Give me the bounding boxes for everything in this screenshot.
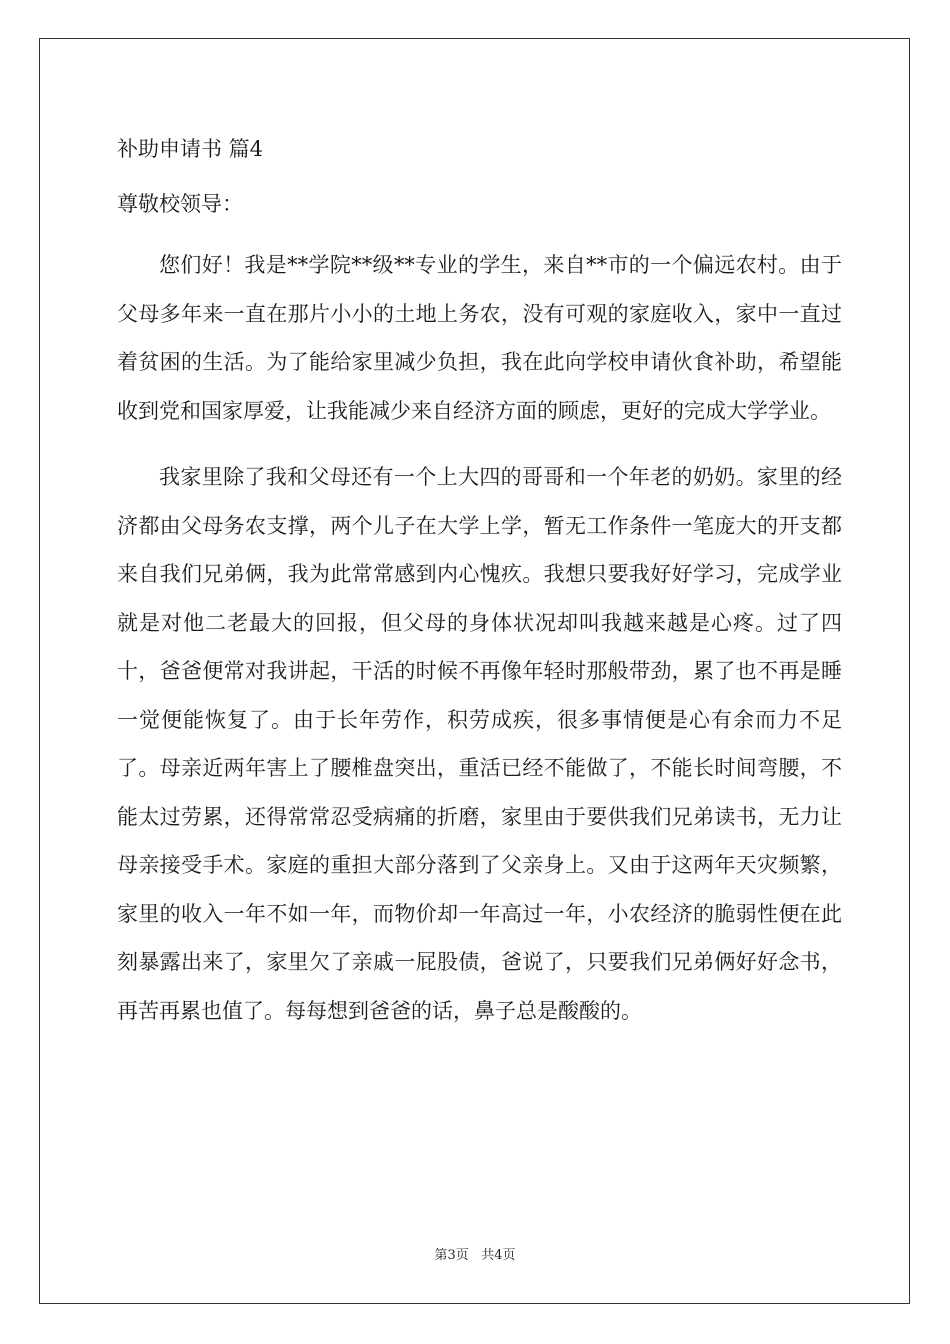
page-number: 第3页 [434, 1248, 469, 1263]
salutation: 尊敬校领导： [117, 192, 243, 216]
paragraph-family: 我家里除了我和父母还有一个上大四的哥哥和一个年老的奶奶。家里的经济都由父母务农支撑，两个儿子在大学上学，暂无工作条件一笔庞大的开支都来自我们兄弟俩，我为此常常感到内心愧疚。我想只要我好好学习，完成学业就是对他二老最大的回报，但父母的身体状况却叫我越来越是心疼。过了四十，爸爸便常对我讲起，干活的时候不再像年轻时那般带劲，累了也不再是睡一觉便能恢复了。由于长年劳作，积劳成疾，很多事情便是心有余而力不足了。母亲近两年害上了腰椎盘突出，重活已经不能做了，不能长时间弯腰，不能太过劳累，还得常常忍受病痛的折磨，家里由于要供我们兄弟读书，无力让母亲接受手术。家庭的重担大部分落到了父亲身上。又由于这两年天灾频繁，家里的收入一年不如一年，而物价却一年高过一年，小农经济的脆弱性便在此刻暴露出来了，家里欠了亲戚一屁股债，爸说了，只要我们兄弟俩好好念书，再苦再累也值了。每每想到爸爸的话，鼻子总是酸酸的。 [117, 465, 842, 1023]
page-footer [0, 1244, 950, 1263]
document-body [117, 130, 842, 1053]
document-title: 补助申请书 篇4 [117, 137, 264, 161]
paragraph-intro: 您们好！我是**学院**级**专业的学生，来自**市的一个偏远农村。由于父母多年来一直在那片小小的土地上务农，没有可观的家庭收入，家中一直过着贫困的生活。为了能给家里减少负担，我在此向学校申请伙食补助，希望能收到党和国家厚爱，让我能减少来自经济方面的顾虑，更好的完成大学学业。 [117, 253, 842, 423]
page-total: 共4页 [481, 1248, 516, 1263]
